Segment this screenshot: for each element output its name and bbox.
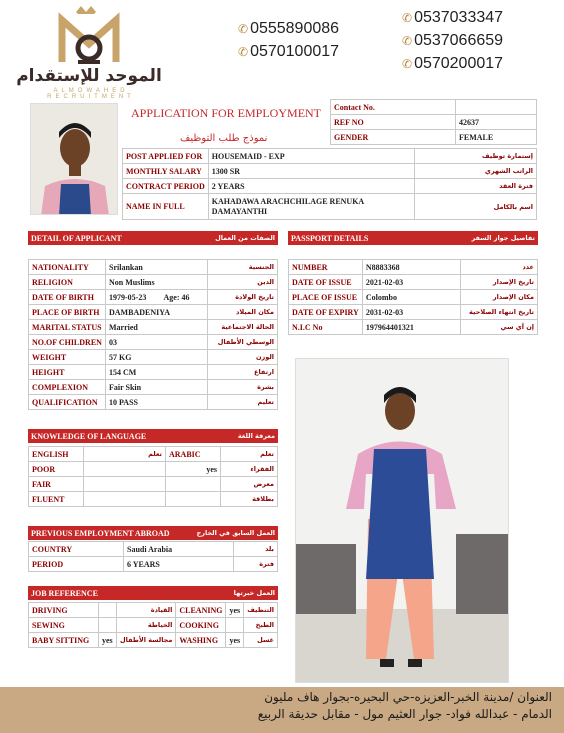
complexion-ar: بشرة: [208, 380, 278, 395]
fluent-ar: بطلاقة: [221, 492, 278, 507]
height-label: HEIGHT: [29, 365, 106, 380]
religion-label: RELIGION: [29, 275, 106, 290]
poor-ar: الفقراء: [221, 462, 278, 477]
issue-place-label: PLACE OF ISSUE: [289, 290, 363, 305]
age-value: 46: [181, 292, 190, 302]
applicant-header-en: DETAIL OF APPLICANT: [31, 233, 122, 243]
pob-ar: مكان الميلاد: [208, 305, 278, 320]
nic-value: 197964401321: [362, 320, 460, 335]
poor-label: POOR: [29, 462, 84, 477]
brand-name-en: ALMOWAHED RECRUITMENT: [47, 88, 135, 100]
phone-icon: ✆: [238, 45, 249, 59]
weight-label: WEIGHT: [29, 350, 106, 365]
babysitting-label: BABY SITTING: [29, 633, 99, 648]
applicant-header-ar: الصفات من العمال: [215, 234, 275, 242]
children-value: 03: [106, 335, 208, 350]
ref-no-value: 42637: [456, 115, 537, 130]
nic-label: N.I.C No: [289, 320, 363, 335]
post-value: HOUSEMAID - EXP: [208, 149, 414, 164]
arabic-ar: تعلم: [221, 447, 278, 462]
height-ar: ارتفاع: [208, 365, 278, 380]
phone-right-3: ✆ 0570200017: [402, 55, 504, 72]
passport-table: [288, 259, 538, 335]
post-ar: إستمارة توظيف: [414, 149, 536, 164]
salary-label: MONTHLY SALARY: [123, 164, 209, 179]
post-label: POST APPLIED FOR: [123, 149, 209, 164]
nationality-ar: الجنسية: [208, 260, 278, 275]
gender-value: FEMALE: [456, 130, 537, 145]
age-cell: [161, 290, 208, 305]
ref-table: [330, 99, 537, 145]
job-table: [28, 602, 278, 648]
brand-logo-mark: [54, 4, 124, 68]
contact-no-label: Contact No.: [331, 100, 456, 115]
issue-date-ar: تاريخ الإصدار: [460, 275, 537, 290]
cleaning-label: CLEANING: [176, 603, 226, 618]
fluent-arabic: [166, 492, 221, 507]
fullname-ar: اسم بالكامل: [414, 194, 536, 220]
fluent-english: [84, 492, 166, 507]
age-label: Age:: [163, 292, 180, 302]
weight-value: 57 KG: [106, 350, 208, 365]
applicant-table: [28, 259, 278, 410]
phone-icon: ✆: [402, 34, 413, 48]
issue-date-label: DATE OF ISSUE: [289, 275, 363, 290]
issue-date-value: 2021-02-03: [362, 275, 460, 290]
nic-ar: إن آي سي: [460, 320, 537, 335]
sewing-label: SEWING: [29, 618, 99, 633]
driving-ar: القيادة: [117, 603, 176, 618]
passport-number-ar: عدد: [460, 260, 537, 275]
brand-name-ar: الموحد للإستقدام: [16, 66, 162, 86]
height-value: 154 CM: [106, 365, 208, 380]
washing-label: WASHING: [176, 633, 226, 648]
passport-header-en: PASSPORT DETAILS: [291, 233, 369, 243]
cooking-value: [226, 618, 244, 633]
contact-no-value: [456, 100, 537, 115]
expiry-ar: تاريخ انتهاء الصلاحية: [460, 305, 537, 320]
phone-left-1: ✆ 0555890086: [238, 20, 340, 37]
previous-header: [28, 526, 278, 540]
washing-ar: غسل: [244, 633, 278, 648]
footer-address-line1: العنوان /مدينة الخبر-العزيزه-حي البحيره-بجوار هاف مليون: [264, 690, 552, 704]
religion-ar: الدين: [208, 275, 278, 290]
religion-value: Non Muslims: [106, 275, 208, 290]
previous-header-ar: العمل السابق في الخارج: [196, 529, 275, 537]
fair-label: FAIR: [29, 477, 84, 492]
previous-table: [28, 541, 278, 572]
complexion-label: COMPLEXION: [29, 380, 106, 395]
job-header-ar: العمل خبرتها: [233, 589, 275, 597]
cooking-label: COOKING: [176, 618, 226, 633]
footer-address-line2: الدمام - عبدالله فواد- جوار العثيم مول - مقابل حديقة الربيع: [257, 707, 552, 721]
contract-value: 2 YEARS: [208, 179, 414, 194]
phone-right-2: ✆ 0537066659: [402, 32, 504, 49]
fluent-label: FLUENT: [29, 492, 84, 507]
salary-value: 1300 SR: [208, 164, 414, 179]
applicant-header: [28, 231, 278, 245]
passport-number-label: NUMBER: [289, 260, 363, 275]
expiry-label: DATE OF EXPIRY: [289, 305, 363, 320]
marital-label: MARITAL STATUS: [29, 320, 106, 335]
sewing-value: [99, 618, 117, 633]
language-table: [28, 446, 278, 507]
poor-english: [84, 462, 166, 477]
sewing-ar: الخياطة: [117, 618, 176, 633]
job-header: [28, 586, 278, 600]
country-value: Saudi Arabia: [124, 542, 234, 557]
babysitting-ar: مجالسة الأطفال: [117, 633, 176, 648]
period-value: 6 YEARS: [124, 557, 234, 572]
qualification-value: 10 PASS: [106, 395, 208, 410]
period-ar: فترة: [234, 557, 278, 572]
washing-value: yes: [226, 633, 244, 648]
passport-header: [288, 231, 538, 245]
phone-icon: ✆: [402, 57, 413, 71]
issue-place-ar: مكان الإصدار: [460, 290, 537, 305]
period-label: PERIOD: [29, 557, 124, 572]
phone-icon: ✆: [402, 11, 413, 25]
driving-value: [99, 603, 117, 618]
passport-number-value: N8883368: [362, 260, 460, 275]
complexion-value: Fair Skin: [106, 380, 208, 395]
cleaning-ar: التنظيف: [244, 603, 278, 618]
job-header-en: JOB REFERENCE: [31, 588, 98, 598]
english-ar: تعلم: [84, 447, 166, 462]
cooking-ar: الطبخ: [244, 618, 278, 633]
poor-arabic: yes: [166, 462, 221, 477]
language-header-ar: معرفة اللغة: [237, 432, 275, 440]
previous-header-en: PREVIOUS EMPLOYMENT ABROAD: [31, 528, 170, 538]
fair-arabic: [166, 477, 221, 492]
qualification-ar: تعليم: [208, 395, 278, 410]
marital-ar: الحالة الاجتماعية: [208, 320, 278, 335]
arabic-label: ARABIC: [166, 447, 221, 462]
driving-label: DRIVING: [29, 603, 99, 618]
phone-right-1: ✆ 0537033347: [402, 9, 504, 26]
dob-ar: تاريخ الولادة: [208, 290, 278, 305]
nationality-value: Srilankan: [106, 260, 208, 275]
full-body-photo: [295, 358, 509, 683]
dob-value: 1979-05-23: [106, 290, 161, 305]
ref-no-label: REF NO: [331, 115, 456, 130]
form-title: APPLICATION FOR EMPLOYMENT: [131, 106, 322, 120]
nationality-label: NATIONALITY: [29, 260, 106, 275]
contract-label: CONTRACT PERIOD: [123, 179, 209, 194]
salary-ar: الراتب الشهري: [414, 164, 536, 179]
language-header-en: KNOWLEDGE OF LANGUAGE: [31, 431, 147, 441]
weight-ar: الوزن: [208, 350, 278, 365]
fullname-value: KAHADAWA ARACHCHILAGE RENUKA DAMAYANTHI: [208, 194, 414, 220]
passport-header-ar: تفاصيل جواز السفر: [471, 234, 535, 242]
phone-left-2: ✆ 0570100017: [238, 43, 340, 60]
country-label: COUNTRY: [29, 542, 124, 557]
expiry-value: 2031-02-03: [362, 305, 460, 320]
fullname-label: NAME IN FULL: [123, 194, 209, 220]
language-header: [28, 429, 278, 443]
portrait-photo: [30, 103, 118, 215]
qualification-label: QUALIFICATION: [29, 395, 106, 410]
english-label: ENGLISH: [29, 447, 84, 462]
post-table: [122, 148, 537, 220]
marital-value: Married: [106, 320, 208, 335]
fair-english: [84, 477, 166, 492]
pob-value: DAMBADENIYA: [106, 305, 208, 320]
country-ar: بلد: [234, 542, 278, 557]
issue-place-value: Colombo: [362, 290, 460, 305]
form-title-ar: نموذج طلب التوظيف: [180, 133, 268, 144]
cleaning-value: yes: [226, 603, 244, 618]
phone-icon: ✆: [238, 22, 249, 36]
babysitting-value: yes: [99, 633, 117, 648]
pob-label: PLACE OF BIRTH: [29, 305, 106, 320]
dob-label: DATE OF BIRTH: [29, 290, 106, 305]
fair-ar: معرض: [221, 477, 278, 492]
children-label: NO.OF CHILDREN: [29, 335, 106, 350]
gender-label: GENDER: [331, 130, 456, 145]
contract-ar: فترة العقد: [414, 179, 536, 194]
children-ar: الوسطي الأطفال: [208, 335, 278, 350]
